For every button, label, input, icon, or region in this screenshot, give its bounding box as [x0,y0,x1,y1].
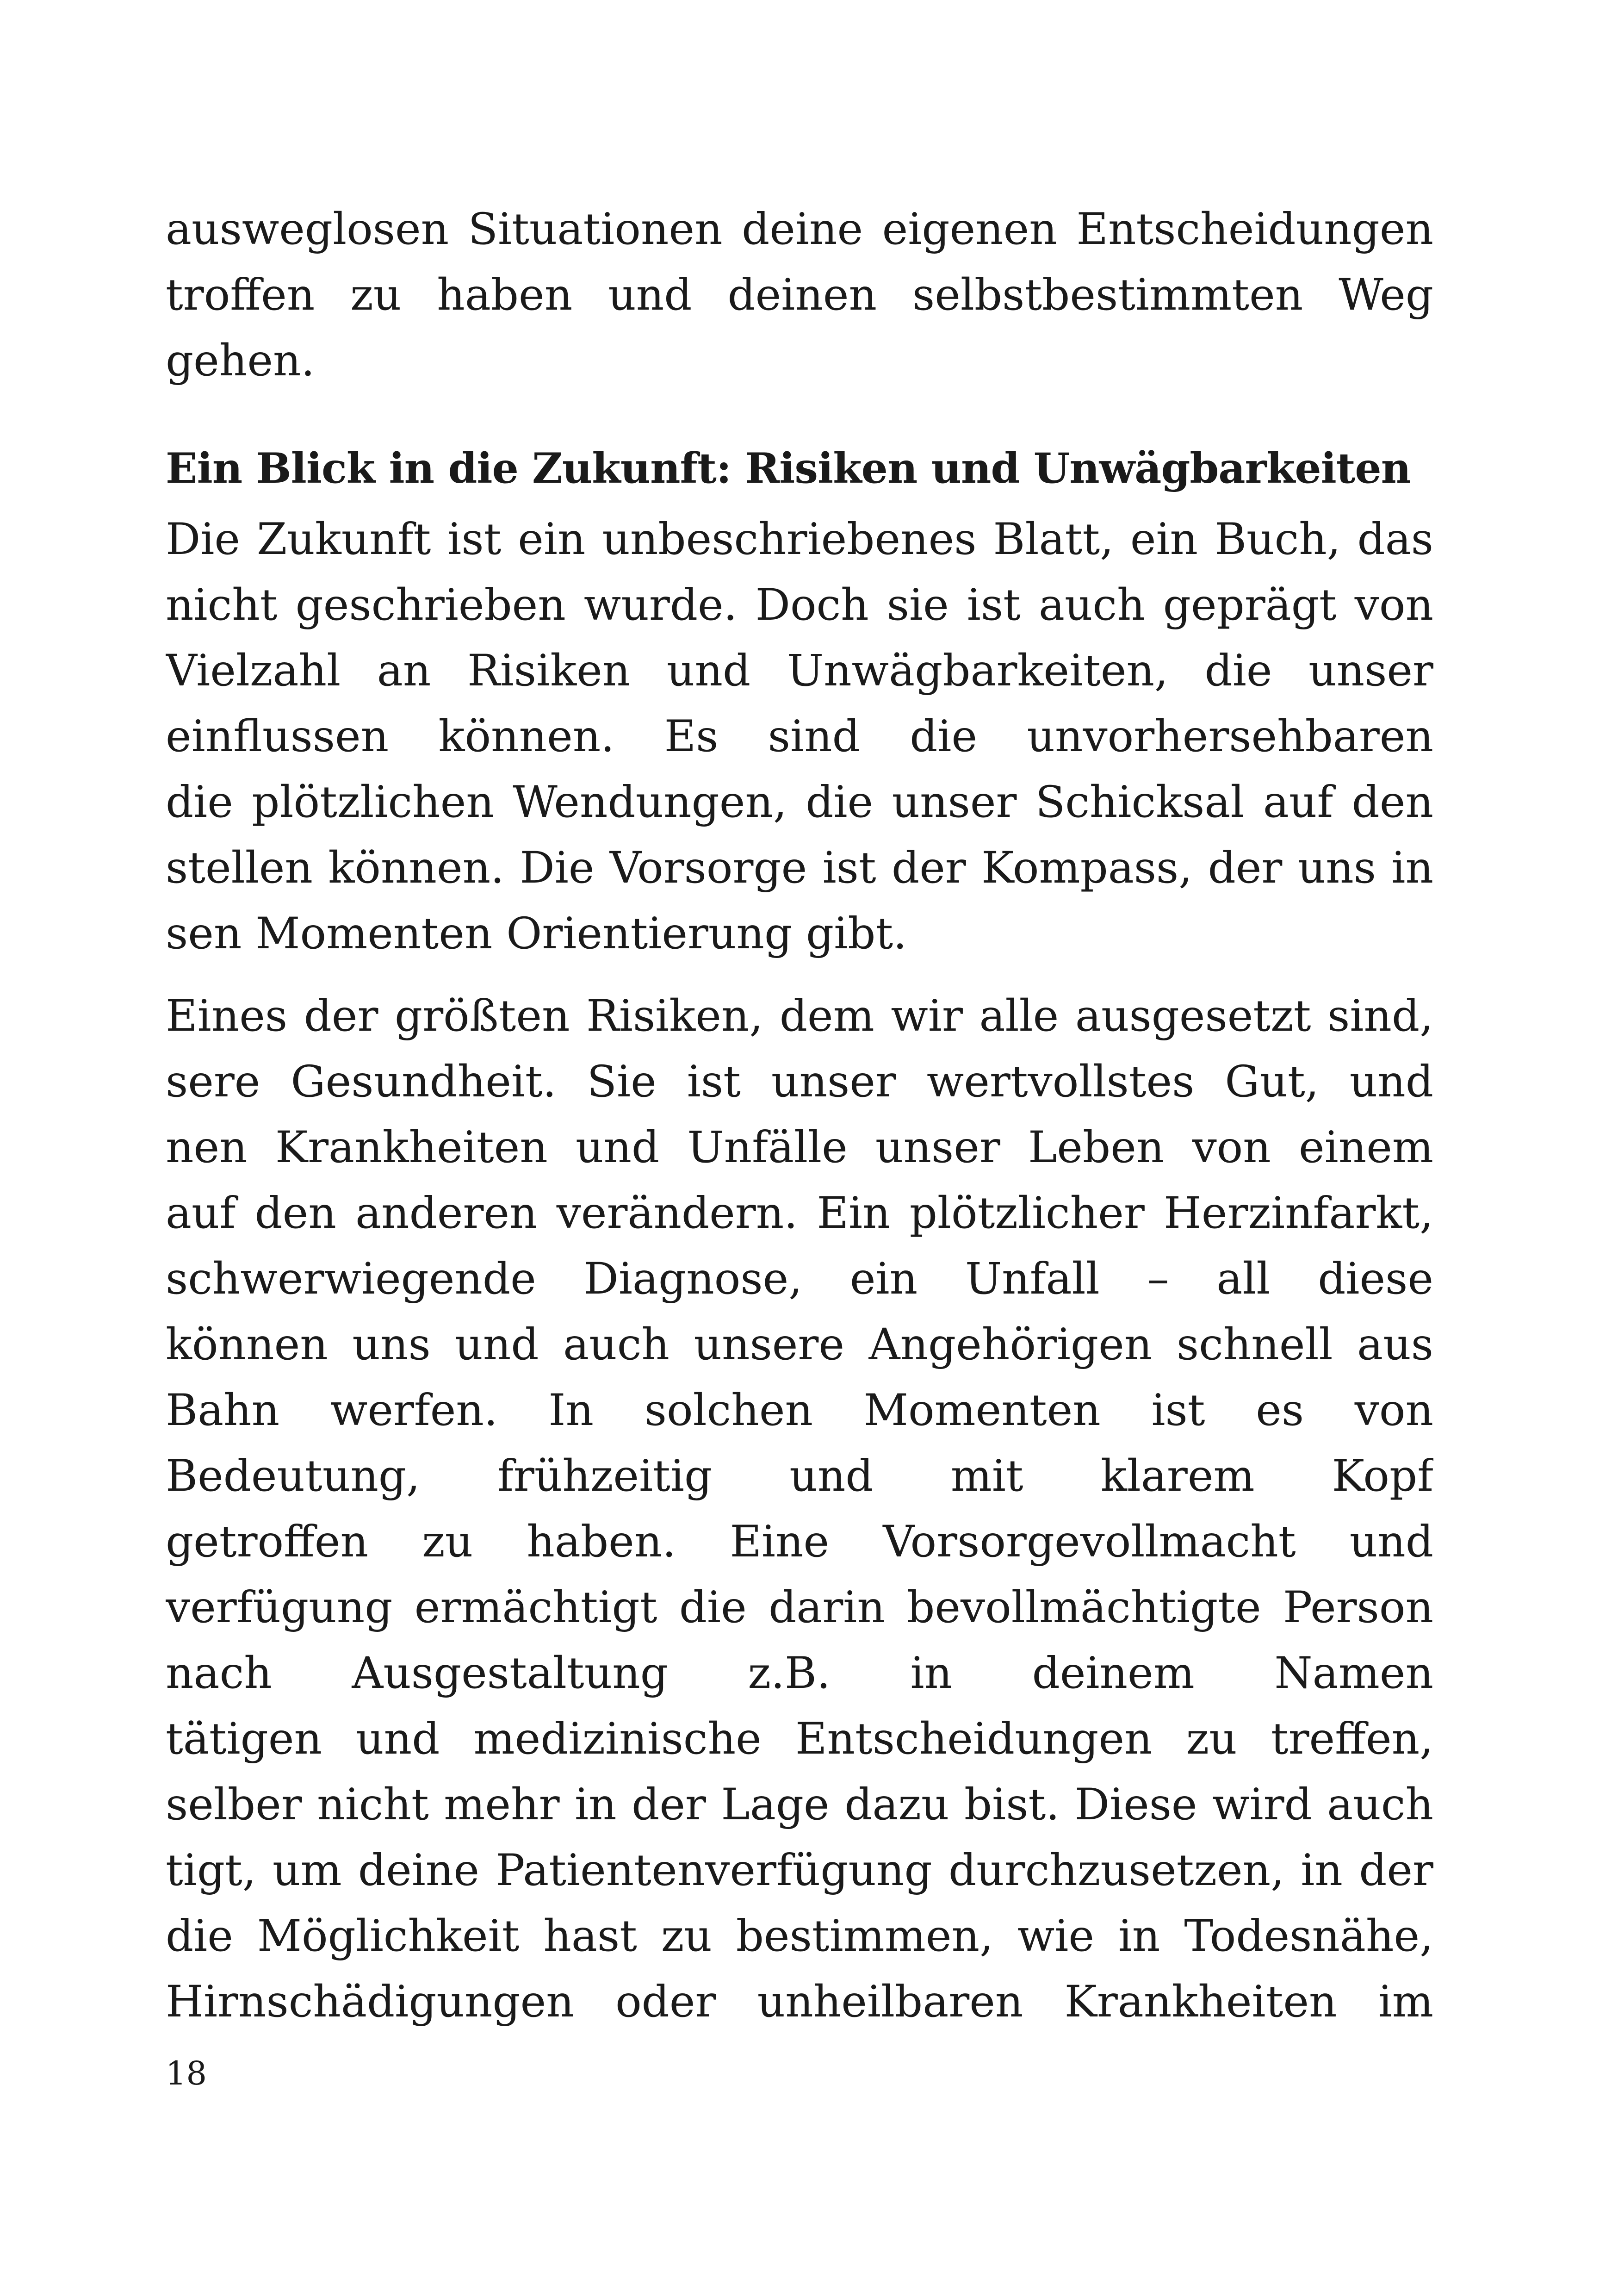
text-line: Bahn werfen. In solchen Momenten ist es von [166,1385,1433,1436]
text-line: gehen. [166,336,315,386]
text-line: tigt, um deine Patientenverfügung durchzusetzen, in der [166,1845,1433,1896]
text-line: die plötzlichen Wendungen, die unser Schicksal auf den [166,777,1433,828]
text-line: Eines der größten Risiken, dem wir alle ausgesetzt sind, [166,991,1433,1041]
text-line: troffen zu haben und deinen selbstbestimmten Weg [166,270,1433,320]
paragraph-1 [166,507,1433,967]
text-line: Die Zukunft ist ein unbeschriebenes Blatt, ein Buch, das [166,514,1433,565]
text-line: schwerwiegende Diagnose, ein Unfall – all diese [166,1254,1433,1304]
text-line: nen Krankheiten und Unfälle unser Leben von einem [166,1122,1433,1173]
text-line: können uns und auch unsere Angehörigen schnell aus [166,1319,1433,1370]
text-line: Hirnschädigungen oder unheilbaren Krankheiten im [166,1977,1433,2027]
text-line: stellen können. Die Vorsorge ist der Kompass, der uns in [166,843,1433,893]
text-line: getroffen zu haben. Eine Vorsorgevollmacht und [166,1517,1433,1567]
text-line: die Möglichkeit hast zu bestimmen, wie in Todesnähe, [166,1911,1433,1961]
text-line: nicht geschrieben wurde. Doch sie ist auch geprägt von [166,580,1433,630]
text-line: sen Momenten Orientierung gibt. [166,908,907,959]
text-line: nach Ausgestaltung z.B. in deinem Namen [166,1648,1433,1699]
page-body [166,197,1433,2052]
text-line: ausweglosen Situationen deine eigenen Entscheidungen [166,204,1433,255]
text-line: Bedeutung, frühzeitig und mit klarem Kopf [166,1451,1433,1501]
intro-paragraph [166,197,1433,394]
text-line: verfügung ermächtigt die darin bevollmächtigte Person [166,1582,1433,1633]
section-heading: Ein Blick in die Zukunft: Risiken und Unwägbarkeiten [166,444,1411,493]
text-line: auf den anderen verändern. Ein plötzlicher Herzinfarkt, [166,1188,1433,1238]
text-line: einflussen können. Es sind die unvorhersehbaren [166,711,1433,762]
text-line: tätigen und medizinische Entscheidungen zu treffen, [166,1714,1433,1764]
text-line: selber nicht mehr in der Lage dazu bist. Diese wird auch [166,1780,1433,1830]
text-line: sere Gesundheit. Sie ist unser wertvollstes Gut, und [166,1057,1433,1107]
paragraph-2 [166,983,1433,2035]
page-number: 18 [166,2054,207,2092]
text-line: Vielzahl an Risiken und Unwägbarkeiten, die unser [166,646,1433,696]
